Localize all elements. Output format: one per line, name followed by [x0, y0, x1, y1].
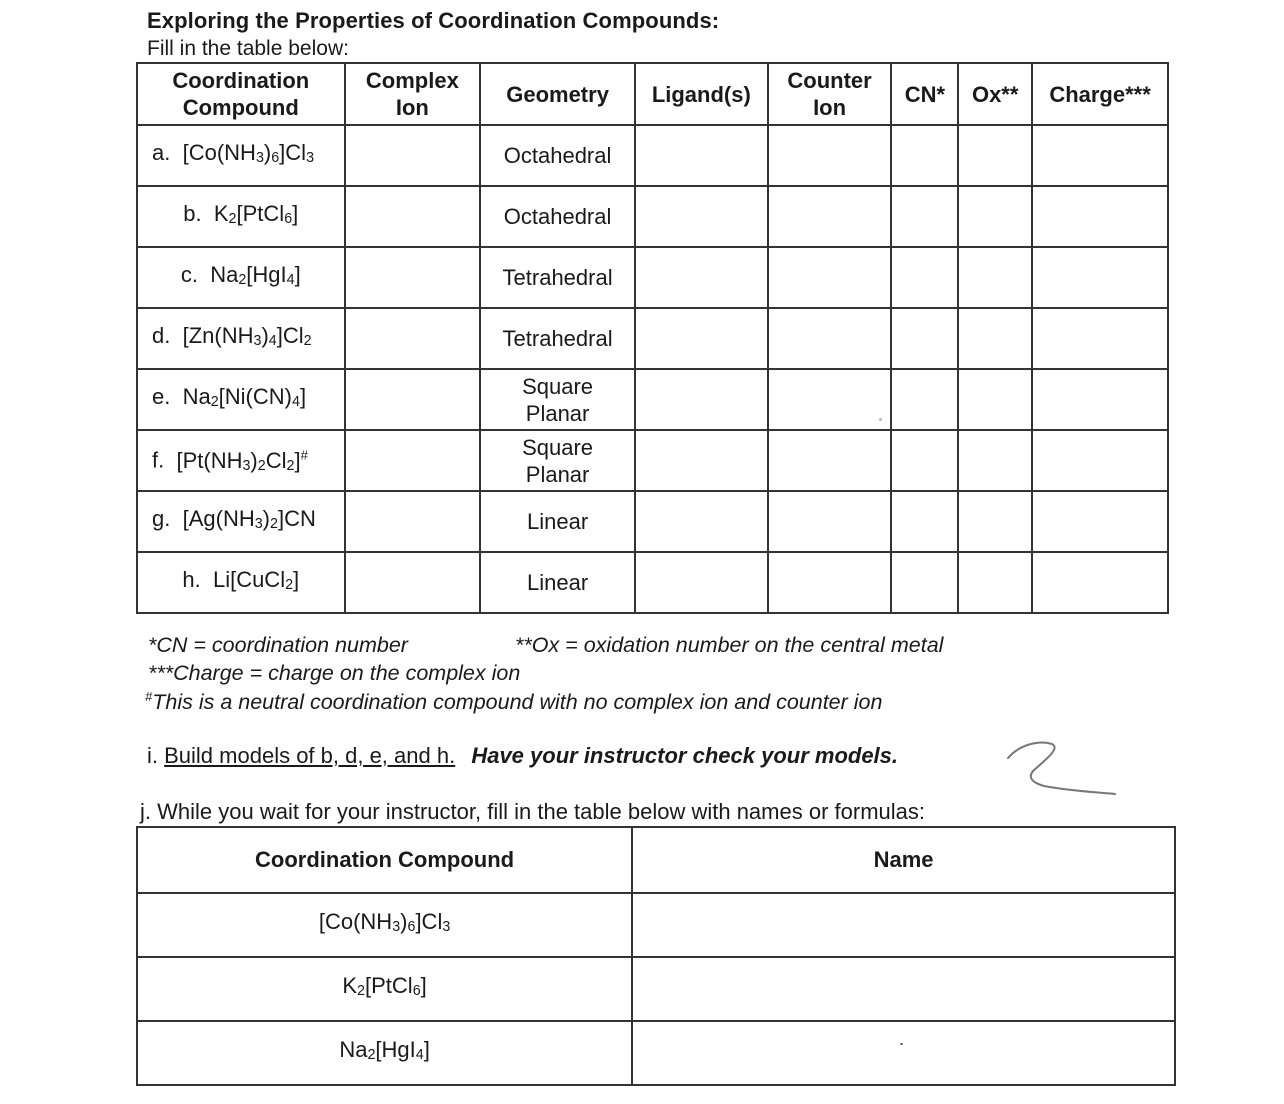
header-ox: Ox** [958, 63, 1032, 125]
cn-cell[interactable] [891, 369, 958, 430]
footnote-ox: **Ox = oxidation number on the central metal [515, 633, 944, 657]
ligands-cell[interactable] [635, 308, 768, 369]
compound-formula-cell [137, 893, 632, 957]
charge-cell[interactable] [1032, 186, 1168, 247]
scan-speck [879, 418, 882, 421]
ox-cell[interactable] [958, 125, 1032, 186]
compound-formula: $Na_2[HgI_4]$ [210, 261, 301, 289]
compound-cell [137, 308, 345, 369]
ligands-cell[interactable] [635, 430, 768, 491]
header-name: Name [632, 827, 1175, 893]
compound-cell [137, 247, 345, 308]
counter-ion-cell[interactable] [768, 369, 892, 430]
cn-cell[interactable] [891, 308, 958, 369]
row-label: g. [152, 505, 171, 531]
ligands-cell[interactable] [635, 186, 768, 247]
ox-cell[interactable] [958, 247, 1032, 308]
compound-formula: $Na_2[HgI_4]$ [339, 1037, 430, 1064]
complex-ion-cell[interactable] [345, 247, 481, 308]
properties-table [136, 62, 1169, 614]
complex-ion-cell[interactable] [345, 369, 481, 430]
ox-cell[interactable] [958, 552, 1032, 613]
ox-cell[interactable] [958, 491, 1032, 552]
table-instruction: Fill in the table below: [147, 37, 349, 60]
compound-formula: $[Co(NH_3)_6]Cl_3$ [318, 909, 451, 936]
header-charge: Charge*** [1032, 63, 1168, 125]
charge-cell[interactable] [1032, 247, 1168, 308]
footnote-neutral: #This is a neutral coordination compound with no complex ion and counter ion [145, 689, 883, 715]
compound-formula-cell [137, 957, 632, 1021]
counter-ion-cell[interactable] [768, 430, 892, 491]
table-header-row [137, 63, 1168, 125]
geometry-cell: Linear [480, 491, 635, 552]
scan-speck [900, 1043, 903, 1045]
counter-ion-cell[interactable] [768, 247, 892, 308]
name-cell[interactable] [632, 957, 1175, 1021]
footnote-cn: *CN = coordination number [148, 633, 408, 657]
counter-ion-cell[interactable] [768, 125, 892, 186]
header-compound: Coordination Compound [137, 827, 632, 893]
neutral-mark: # [145, 689, 153, 704]
header-counter-ion: Counter Ion [768, 63, 892, 125]
geometry-cell: Octahedral [480, 125, 635, 186]
instructor-check-text: Have your instructor check your models. [471, 743, 899, 768]
charge-cell[interactable] [1032, 308, 1168, 369]
compound-formula: $Na_2[Ni(CN)_4]$ [182, 383, 307, 411]
header-cn: CN* [891, 63, 958, 125]
cn-cell[interactable] [891, 552, 958, 613]
compound-formula: $[Pt(NH_3)_2Cl_2]^{\#}$ [176, 447, 308, 474]
names-table-row [137, 893, 1175, 957]
compound-formula: Li[CuCl$_2$] [212, 566, 300, 594]
compound-cell [137, 186, 345, 247]
ligands-cell[interactable] [635, 125, 768, 186]
names-header-row [137, 827, 1175, 893]
table-row [137, 308, 1168, 369]
ligands-cell[interactable] [635, 369, 768, 430]
compound-cell [137, 125, 345, 186]
table-row [137, 186, 1168, 247]
geometry-cell: Square Planar [480, 369, 635, 430]
charge-cell[interactable] [1032, 430, 1168, 491]
names-table-row [137, 1021, 1175, 1085]
charge-cell[interactable] [1032, 369, 1168, 430]
geometry-cell: Linear [480, 552, 635, 613]
geometry-cell: Square Planar [480, 430, 635, 491]
compound-cell [137, 552, 345, 613]
worksheet-title: Exploring the Properties of Coordination Compounds: [147, 8, 720, 33]
complex-ion-cell[interactable] [345, 552, 481, 613]
header-geometry: Geometry [480, 63, 635, 125]
table-row [137, 491, 1168, 552]
ox-cell[interactable] [958, 430, 1032, 491]
ligands-cell[interactable] [635, 552, 768, 613]
cn-cell[interactable] [891, 491, 958, 552]
header-ligands: Ligand(s) [635, 63, 768, 125]
row-label: c. [180, 261, 198, 287]
footnote-charge: ***Charge = charge on the complex ion [148, 661, 521, 685]
compound-formula: $[Co(NH_3)_6]Cl_3$ [182, 139, 315, 167]
row-label: a. [152, 139, 171, 165]
name-cell[interactable] [632, 893, 1175, 957]
counter-ion-cell[interactable] [768, 186, 892, 247]
table-row [137, 125, 1168, 186]
cn-cell[interactable] [891, 247, 958, 308]
ligands-cell[interactable] [635, 247, 768, 308]
table-row [137, 552, 1168, 613]
complex-ion-cell[interactable] [345, 125, 481, 186]
table-row [137, 369, 1168, 430]
compound-formula: $K_2[PtCl_6]$ [213, 200, 299, 228]
table-row [137, 247, 1168, 308]
row-label: d. [152, 322, 171, 348]
ligands-cell[interactable] [635, 491, 768, 552]
compound-formula-cell [137, 1021, 632, 1085]
counter-ion-cell[interactable] [768, 308, 892, 369]
names-table [136, 826, 1176, 1086]
header-complex-ion: Complex Ion [345, 63, 481, 125]
counter-ion-cell[interactable] [768, 552, 892, 613]
cn-cell[interactable] [891, 186, 958, 247]
counter-ion-cell[interactable] [768, 491, 892, 552]
charge-cell[interactable] [1032, 125, 1168, 186]
handwritten-check-mark [1000, 736, 1120, 800]
names-table-row [137, 957, 1175, 1021]
geometry-cell: Tetrahedral [480, 247, 635, 308]
instruction-i: i. Build models of b, d, e, and h. Have your instructor check your models. [147, 743, 899, 768]
header-coordination-compound: Coordination Compound [137, 63, 345, 125]
build-models-text: Build models of b, d, e, and h. [164, 743, 456, 768]
charge-cell[interactable] [1032, 552, 1168, 613]
complex-ion-cell[interactable] [345, 491, 481, 552]
geometry-cell: Tetrahedral [480, 308, 635, 369]
complex-ion-cell[interactable] [345, 186, 481, 247]
ox-cell[interactable] [958, 308, 1032, 369]
row-label: b. [183, 200, 202, 226]
cn-cell[interactable] [891, 125, 958, 186]
row-label: e. [152, 383, 171, 409]
ox-cell[interactable] [958, 186, 1032, 247]
cn-cell[interactable] [891, 430, 958, 491]
charge-cell[interactable] [1032, 491, 1168, 552]
compound-cell [137, 491, 345, 552]
compound-formula: $[Ag(NH_3)_2]CN$ [182, 505, 316, 533]
row-label: h. [182, 566, 201, 592]
geometry-cell: Octahedral [480, 186, 635, 247]
compound-formula: $[Zn(NH_3)_4]Cl_2$ [182, 322, 312, 350]
name-cell[interactable] [632, 1021, 1175, 1085]
complex-ion-cell[interactable] [345, 430, 481, 491]
instruction-j: j. While you wait for your instructor, fill in the table below with names or formulas: [140, 799, 925, 824]
compound-cell [137, 430, 345, 491]
ox-cell[interactable] [958, 369, 1032, 430]
table-row [137, 430, 1168, 491]
compound-formula: $K_2[PtCl_6]$ [342, 973, 427, 1000]
row-label: f. [152, 447, 165, 473]
complex-ion-cell[interactable] [345, 308, 481, 369]
compound-cell [137, 369, 345, 430]
